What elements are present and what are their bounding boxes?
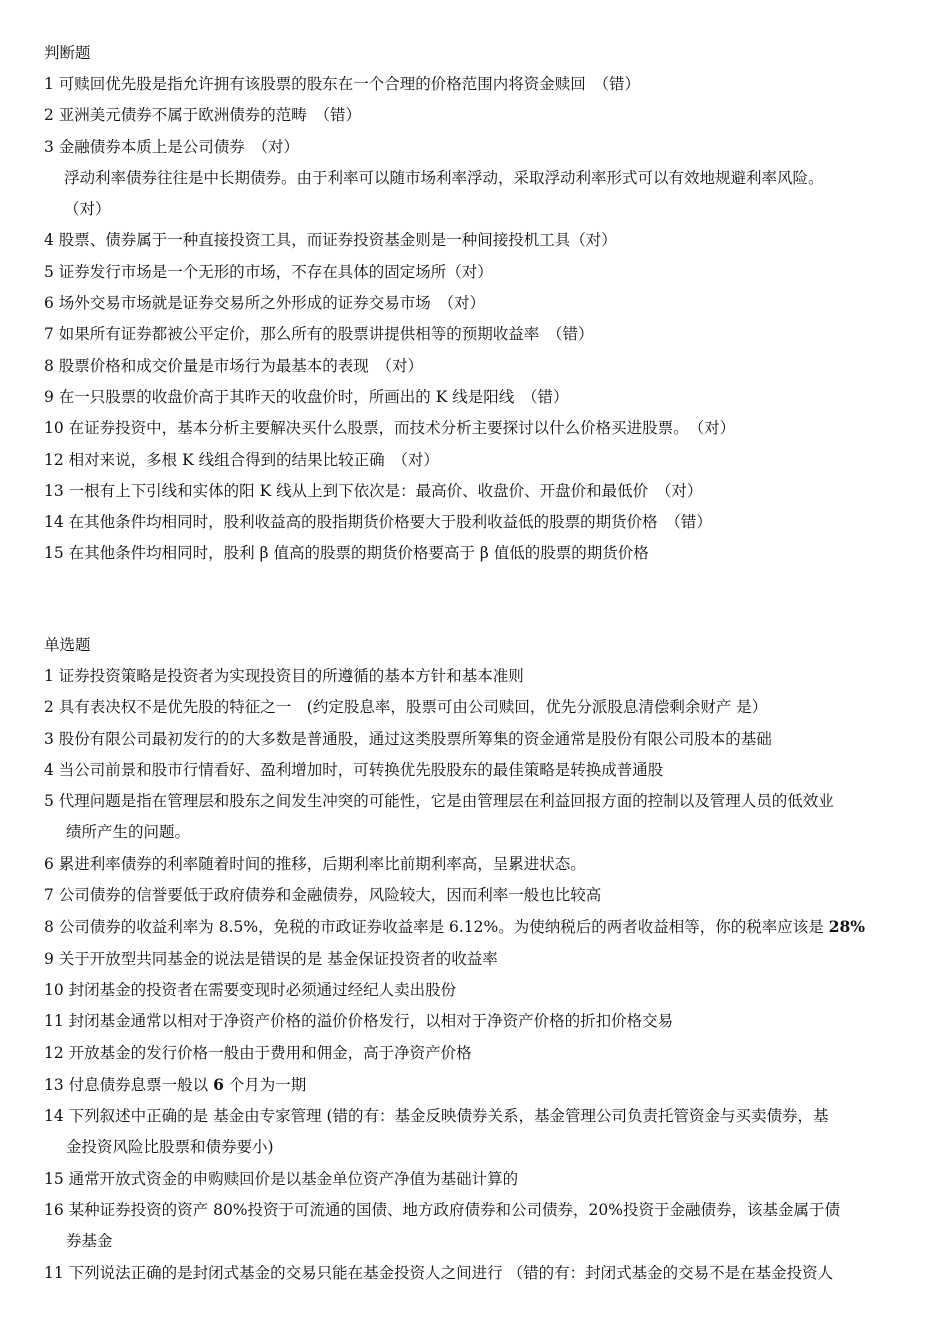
list-item: 12 相对来说，多根 K 线组合得到的结果比较正确 （对） [44,450,439,469]
list-item [44,1069,904,1101]
list-item: 4 当公司前景和股市行情看好、盈利增加时，可转换优先股股东的最佳策略是转换成普通股 [44,760,664,779]
section-title-true-false: 判断题 [44,44,91,62]
list-item: 1 可赎回优先股是指允许拥有该股票的股东在一个合理的价格范围内将资金赎回 （错） [44,75,641,93]
list-item: 3 股份有限公司最初发行的的大多数是普通股，通过这类股票所筹集的资金通常是股份有限公司股本的基础 [44,729,772,748]
true-false-section [44,38,904,570]
list-item: 4 股票、债券属于一种直接投资工具，而证券投资基金则是一种间接投机工具（对） [44,231,617,250]
list-item: 8 股票价格和成交价量是市场行为最基本的表现 （对） [44,356,424,375]
item-text: 8 公司债券的收益利率为 8.5%，免税的市政证券收益率是 6.12%。为使纳税后的两者收益相等，你的税率应该是 [44,918,829,937]
list-item: 13 一根有上下引线和实体的阳 K 线从上到下依次是：最高价、收盘价、开盘价和最低价 （对） [44,481,703,500]
list-item: 11 下列说法正确的是封闭式基金的交易只能在基金投资人之间进行 （错的有：封闭式基金的交易不是在基金投资人 [44,1263,834,1282]
list-item-continuation: 金投资风险比股票和债券要小) [66,1138,274,1157]
list-item: 2 具有表决权不是优先股的特征之一 (约定股息率，股票可由公司赎回，优先分派股息清偿剩余财产 是） [44,698,768,717]
list-item: 6 场外交易市场就是证券交易所之外形成的证券交易市场 （对） [44,294,486,313]
list-item: 7 如果所有证券都被公平定价，那么所有的股票讲提供相等的预期收益率 （错） [44,325,594,344]
list-item-continuation: 绩所产生的问题。 [66,823,191,842]
list-item: 10 在证券投资中，基本分析主要解决买什么股票，而技术分析主要探讨以什么价格买进股票。 （对） [44,419,736,438]
list-item: 1 证券投资策略是投资者为实现投资目的所遵循的基本方针和基本准则 [44,667,524,685]
list-item: 16 某种证券投资的资产 80%投资于可流通的国债、地方政府债券和公司债券，20%投资于金融债券，该基金属于债 [44,1201,840,1220]
list-item: 14 在其他条件均相同时，股利收益高的股指期货价格要大于股利收益低的股票的期货价格 （错） [44,513,712,532]
item-text: 13 付息债券息票一般以 [44,1075,214,1094]
list-item: 12 开放基金的发行价格一般由于费用和佣金，高于净资产价格 [44,1043,472,1062]
list-item: 15 在其他条件均相同时，股利 β 值高的股票的期货价格要高于 β 值低的股票的期货价格 [44,544,649,563]
answer-value: 6 [213,1074,224,1094]
list-item: 6 累进利率债券的利率随着时间的推移，后期利率比前期利率高，呈累进状态。 [44,854,586,873]
list-item: 3 金融债券本质上是公司债券 （对） [44,137,300,156]
single-choice-section [44,630,904,1289]
list-item: 10 封闭基金的投资者在需要变现时必须通过经纪人卖出股份 [44,980,457,999]
list-item: 浮动利率债券往往是中长期债券。由于利率可以随市场利率浮动，采取浮动利率形式可以有效地规避利率风险。 [64,168,824,187]
list-item: 7 公司债券的信誉要低于政府债券和金融债券，风险较大，因而利率一般也比较高 [44,886,602,905]
list-item: 11 封闭基金通常以相对于净资产价格的溢价价格发行，以相对于净资产价格的折扣价格交易 [44,1012,674,1031]
list-item [44,911,904,943]
list-item: 9 关于开放型共同基金的说法是错误的是 基金保证投资者的收益率 [44,949,498,968]
list-item-continuation: （对） [64,200,111,219]
list-item: 5 代理问题是指在管理层和股东之间发生冲突的可能性，它是由管理层在利益回报方面的控制以及管理人员的低效业 [44,792,834,811]
item-text: 个月为一期 [223,1075,307,1094]
list-item-continuation: 券基金 [66,1232,113,1251]
list-item: 15 通常开放式资金的申购赎回价是以基金单位资产净值为基础计算的 [44,1169,519,1188]
list-item: 9 在一只股票的收盘价高于其昨天的收盘价时，所画出的 K 线是阳线 （错） [44,387,569,406]
list-item: 5 证券发行市场是一个无形的市场，不存在具体的固定场所（对） [44,262,493,281]
section-title-single-choice: 单选题 [44,636,91,654]
answer-value: 28% [828,917,866,937]
list-item: 2 亚洲美元债券不属于欧洲债券的范畴 （错） [44,106,362,125]
list-item: 14 下列叙述中正确的是 基金由专家管理 (错的有：基金反映债券关系，基金管理公司负责托管资金与买卖债券，基 [44,1107,829,1126]
